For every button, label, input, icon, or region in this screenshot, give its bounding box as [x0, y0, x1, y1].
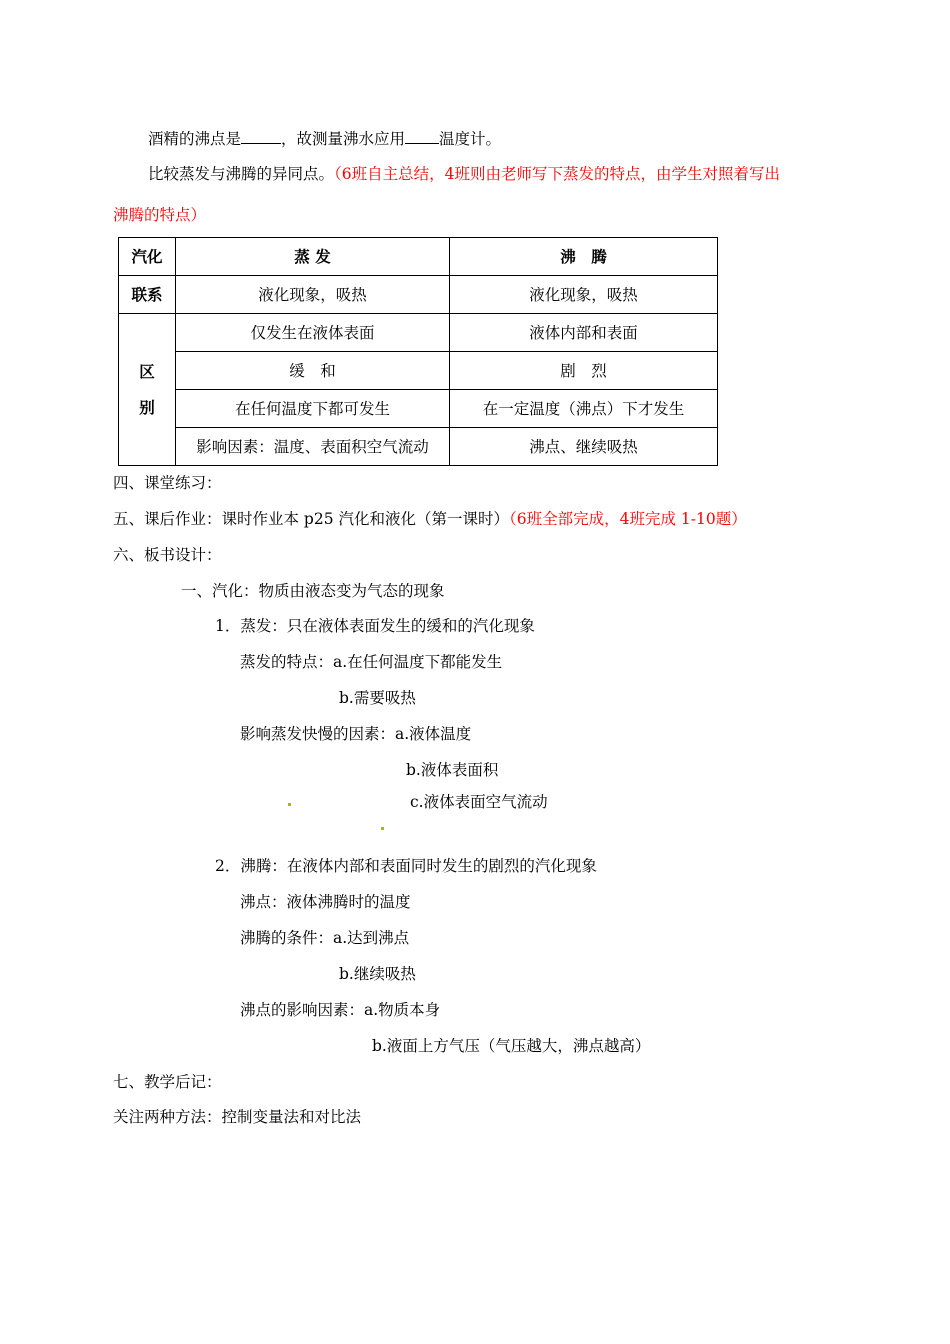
section-classroom-practice: 四、课堂练习： [113, 474, 222, 492]
evap-diff-2: 缓 和 [176, 352, 450, 390]
header-vaporization: 汽化 [119, 238, 176, 276]
board-line-evap-factor-b: b.液体表面积 [406, 761, 499, 779]
evap-diff-1: 仅发生在液体表面 [176, 314, 450, 352]
header-boiling: 沸 腾 [450, 238, 718, 276]
board-line-boiling-cond-b: b.继续吸热 [339, 965, 416, 983]
board-line-boiling: 2．沸腾：在液体内部和表面同时发生的剧烈的汽化现象 [215, 857, 597, 875]
table-row [119, 390, 718, 428]
table-header-row [119, 238, 718, 276]
board-line-bp-factor-b: b.液面上方气压（气压越大，沸点越高） [372, 1037, 651, 1055]
section-board-design: 六、板书设计： [113, 546, 222, 564]
table-row [119, 428, 718, 466]
label-difference: 区 别 [119, 314, 176, 466]
label-connection: 联系 [119, 276, 176, 314]
evap-diff-3: 在任何温度下都可发生 [176, 390, 450, 428]
boil-diff-1: 液体内部和表面 [450, 314, 718, 352]
teaching-note-text: 关注两种方法：控制变量法和对比法 [113, 1108, 362, 1126]
board-line-evap-factor-c: c.液体表面空气流动 [410, 793, 548, 811]
board-line-boiling-point: 沸点：液体沸腾时的温度 [240, 893, 411, 911]
board-line-evap-feature-a: 蒸发的特点：a.在任何温度下都能发生 [240, 653, 503, 671]
answer-blank-1[interactable] [241, 128, 281, 144]
boil-diff-3: 在一定温度（沸点）下才发生 [450, 390, 718, 428]
evap-common: 液化现象，吸热 [176, 276, 450, 314]
board-line-bp-factor-a: 沸点的影响因素：a.物质本身 [240, 1001, 441, 1019]
answer-blank-2[interactable] [405, 128, 439, 144]
boil-diff-2: 剧 烈 [450, 352, 718, 390]
section-teaching-notes: 七、教学后记： [113, 1073, 222, 1091]
evap-diff-4: 影响因素：温度、表面积空气流动 [176, 428, 450, 466]
evaporation-boiling-table [118, 237, 718, 466]
decorative-dot [381, 827, 384, 830]
section-homework: 五、课后作业：课时作业本 p25 汽化和液化（第一课时）（6班全部完成，4班完成 1-10题） [113, 510, 747, 528]
decorative-dot [288, 803, 291, 806]
board-line-evap-factor-a: 影响蒸发快慢的因素：a.液体温度 [240, 725, 472, 743]
boil-common: 液化现象，吸热 [450, 276, 718, 314]
table-row [119, 314, 718, 352]
board-line-vaporization: 一、汽化：物质由液态变为气态的现象 [181, 582, 445, 600]
compare-instruction: 比较蒸发与沸腾的异同点。（6班自主总结，4班则由老师写下蒸发的特点，由学生对照着写出 [148, 165, 780, 183]
boil-diff-4: 沸点、继续吸热 [450, 428, 718, 466]
compare-instruction-cont: 沸腾的特点） [113, 206, 207, 224]
table-row-connection [119, 276, 718, 314]
board-line-evap-feature-b: b.需要吸热 [339, 689, 416, 707]
header-evaporation: 蒸 发 [176, 238, 450, 276]
board-line-evaporation: 1．蒸发：只在液体表面发生的缓和的汽化现象 [215, 617, 535, 635]
boiling-point-question: 酒精的沸点是 ，故测量沸水应用 温度计。 [148, 130, 502, 148]
board-line-boiling-cond-a: 沸腾的条件：a.达到沸点 [240, 929, 410, 947]
table-row [119, 352, 718, 390]
